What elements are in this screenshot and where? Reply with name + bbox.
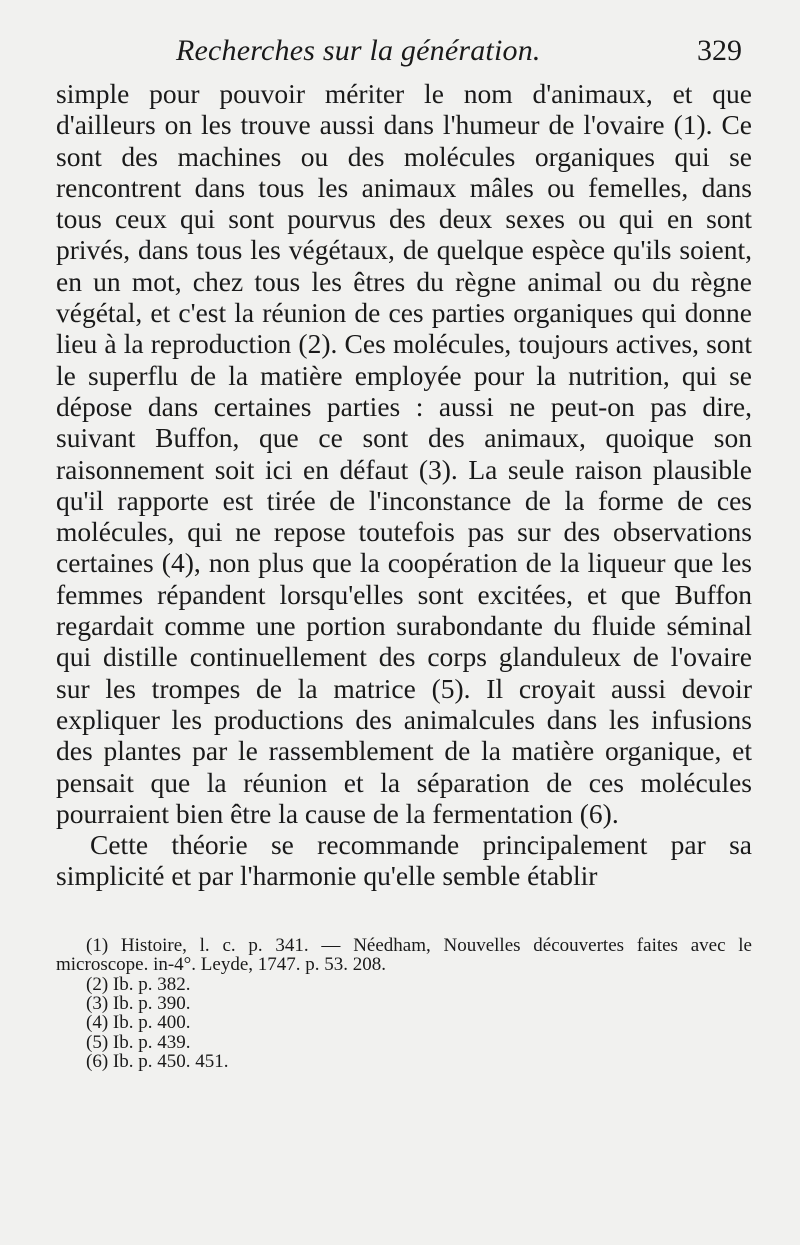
paragraph-1: simple pour pouvoir mériter le nom d'animaux, et que d'ailleurs on les trouve aussi dans l'humeur de l'ovaire (1). Ce sont des machines ou des molécules organiques qui se rencontrent dans tous les animaux mâles ou femelles, dans tous ceux qui sont pourvus des deux sexes ou qui en sont privés, dans tous les végétaux, de quelque espèce qu'ils soient, en un mot, chez tous les êtres du règne animal ou du règne végétal, et c'est la réunion de ces parties organiques qui donne lieu à la reproduction (2). Ces molécules, toujours actives, sont le superflu de la matière employée pour la nutrition, qui se dépose dans certaines parties : aussi ne peut-on pas dire, suivant Buffon, que ce sont des animaux, quoique son raisonnement soit ici en défaut (3). La seule raison plausible qu'il rapporte est tirée de l'inconstance de la forme de ces molécules, qui ne repose toutefois pas sur des observations certaines (4), non plus que la coopération de la liqueur que les femmes répandent lorsqu'elles sont excitées, et que Buffon regardait comme une portion surabondante du fluide séminal qui distille continuellement des corps glanduleux de l'ovaire sur les trompes de la matrice (5). Il croyait aussi devoir expliquer les productions des animalcules dans les infusions des plantes par le rassemblement de la matière organique, et pensait que la réunion et la séparation de ces molécules pourraient bien être la cause de la fermentation (6).	[56, 78, 752, 829]
footnote-1: (1) Histoire, l. c. p. 341. — Néedham, Nouvelles découvertes faites avec le microscope. in-4°. Leyde, 1747. p. 53. 208.	[56, 934, 752, 976]
footnote-5: (5) Ib. p. 439.	[86, 1031, 191, 1053]
footnote-4: (4) Ib. p. 400.	[86, 1012, 191, 1034]
footnote-2: (2) Ib. p. 382.	[86, 973, 191, 995]
footnote-3: (3) Ib. p. 390.	[86, 992, 191, 1014]
footnote-6: (6) Ib. p. 450. 451.	[86, 1051, 229, 1073]
page-number: 329	[697, 34, 742, 67]
running-title: Recherches sur la génération.	[176, 34, 541, 67]
paragraph-2: Cette théorie se recommande principalement par sa simplicité et par l'harmonie qu'elle semble établir	[56, 829, 752, 892]
body-text	[56, 78, 752, 892]
page-header	[56, 34, 752, 78]
footnote-gap	[56, 892, 752, 936]
footnotes	[56, 936, 752, 1072]
